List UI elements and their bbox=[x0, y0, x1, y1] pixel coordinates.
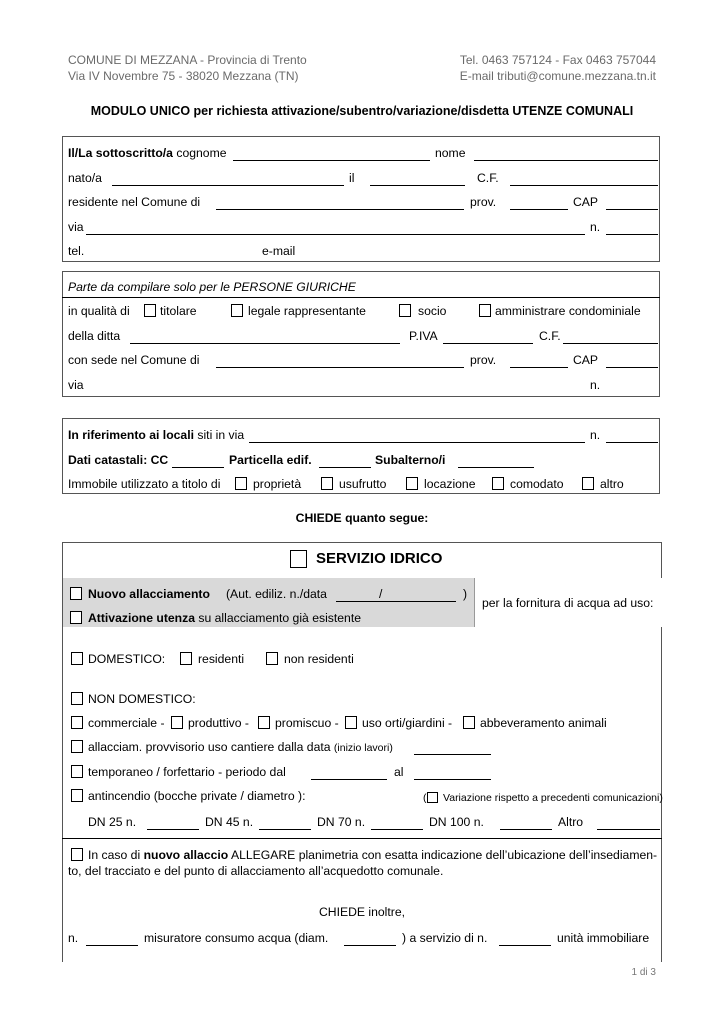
autorizzazione-close: ) bbox=[463, 587, 468, 601]
usufrutto-label: usufrutto bbox=[339, 477, 387, 491]
domestico-label: DOMESTICO: bbox=[88, 652, 166, 666]
ditta-cf-field[interactable] bbox=[563, 343, 658, 344]
particella-field[interactable] bbox=[319, 467, 371, 468]
amministratore-checkbox[interactable] bbox=[479, 304, 491, 317]
temporaneo-checkbox[interactable] bbox=[71, 765, 83, 778]
fornitura-label: per la fornitura di acqua ad uso: bbox=[482, 596, 654, 610]
legale-rappresentante-checkbox[interactable] bbox=[231, 304, 243, 317]
sede-field[interactable] bbox=[216, 367, 464, 368]
nome-field[interactable] bbox=[474, 160, 658, 161]
subalterno-field[interactable] bbox=[458, 467, 534, 468]
sede-cap-field[interactable] bbox=[606, 367, 658, 368]
il-label: il bbox=[349, 171, 355, 185]
nuovo-allacciamento-checkbox[interactable] bbox=[70, 587, 82, 600]
abbeveramento-label: abbeveramento animali bbox=[480, 716, 607, 730]
sede-prov-label: prov. bbox=[470, 353, 497, 367]
titolare-label: titolare bbox=[160, 304, 197, 318]
non-domestico-label: NON DOMESTICO: bbox=[88, 692, 196, 706]
cf-label: C.F. bbox=[477, 171, 499, 185]
dn25-label: DN 25 n. bbox=[88, 815, 137, 829]
legale-rappresentante-label: legale rappresentante bbox=[248, 304, 366, 318]
proprieta-label: proprietà bbox=[253, 477, 302, 491]
cantiere-checkbox[interactable] bbox=[71, 740, 83, 753]
socio-checkbox[interactable] bbox=[399, 304, 411, 317]
page-number: 1 di 3 bbox=[631, 967, 656, 978]
particella-label: Particella edif. bbox=[229, 453, 312, 467]
ditta-cf-label: C.F. bbox=[539, 329, 561, 343]
nome-label: nome bbox=[435, 146, 466, 160]
allegare-line2: to, del tracciato e del punto di allacciamento all’acquedotto comunale. bbox=[68, 864, 444, 878]
periodo-al-field[interactable] bbox=[414, 779, 491, 780]
periodo-al-label: al bbox=[394, 765, 404, 779]
titolo-label: Immobile utilizzato a titolo di bbox=[68, 477, 221, 491]
temporaneo-label: temporaneo / forfettario - periodo dal bbox=[88, 765, 286, 779]
email-label: e-mail bbox=[262, 244, 296, 258]
domestico-checkbox[interactable] bbox=[71, 652, 83, 665]
header-address: Via IV Novembre 75 - 38020 Mezzana (TN) bbox=[68, 69, 299, 83]
misuratore-n-field[interactable] bbox=[86, 945, 138, 946]
sede-cap-label: CAP bbox=[573, 353, 599, 367]
dn-altro-label: Altro bbox=[558, 815, 584, 829]
tel-label: tel. bbox=[68, 244, 85, 258]
allegare-line1: In caso di nuovo allaccio ALLEGARE planimetria con esatta indicazione dell’ubicazione dell’insediamen- bbox=[88, 848, 658, 862]
riferimento-label: In riferimento ai locali siti in via bbox=[68, 428, 245, 442]
proprieta-checkbox[interactable] bbox=[235, 477, 247, 490]
abbeveramento-checkbox[interactable] bbox=[463, 716, 475, 729]
variazione-checkbox[interactable] bbox=[427, 792, 438, 803]
misuratore-n-label: n. bbox=[68, 931, 79, 945]
ditta-label: della ditta bbox=[68, 329, 121, 343]
locali-via-field[interactable] bbox=[249, 442, 585, 443]
dn100-label: DN 100 n. bbox=[429, 815, 484, 829]
servizio-idrico-title: SERVIZIO IDRICO bbox=[316, 550, 443, 567]
heading-divider bbox=[62, 297, 660, 298]
cantiere-data-field[interactable] bbox=[414, 754, 491, 755]
via-field[interactable] bbox=[86, 234, 585, 235]
promiscuo-checkbox[interactable] bbox=[258, 716, 270, 729]
chiede-inoltre: CHIEDE inoltre, bbox=[318, 905, 405, 919]
altro-titolo-label: altro bbox=[600, 477, 624, 491]
residente-label: residente nel Comune di bbox=[68, 195, 201, 209]
piva-field[interactable] bbox=[443, 343, 533, 344]
residente-field[interactable] bbox=[216, 209, 464, 210]
cap-label: CAP bbox=[573, 195, 599, 209]
sede-label: con sede nel Comune di bbox=[68, 353, 200, 367]
socio-label: socio bbox=[418, 304, 447, 318]
uso-orti-checkbox[interactable] bbox=[345, 716, 357, 729]
commerciale-checkbox[interactable] bbox=[71, 716, 83, 729]
sede-via-label: via bbox=[68, 378, 84, 392]
nuovo-allacciamento-label: Nuovo allacciamento bbox=[88, 587, 210, 601]
residenti-label: residenti bbox=[198, 652, 245, 666]
unita-n-field[interactable] bbox=[499, 945, 551, 946]
produttivo-label: produttivo - bbox=[188, 716, 249, 730]
variazione-paren: ( bbox=[423, 792, 427, 804]
promiscuo-label: promiscuo - bbox=[275, 716, 339, 730]
locazione-label: locazione bbox=[424, 477, 476, 491]
sottoscritto-label: Il/La sottoscritto/a cognome bbox=[68, 146, 227, 160]
sede-prov-field[interactable] bbox=[510, 367, 568, 368]
misuratore-label: misuratore consumo acqua (diam. bbox=[144, 931, 329, 945]
residenti-checkbox[interactable] bbox=[180, 652, 192, 665]
cf-field[interactable] bbox=[510, 185, 658, 186]
section-divider bbox=[62, 838, 662, 839]
nuovo-allaccio-checkbox[interactable] bbox=[71, 848, 83, 861]
dn70-label: DN 70 n. bbox=[317, 815, 366, 829]
dn25-field[interactable] bbox=[147, 829, 199, 830]
usufrutto-checkbox[interactable] bbox=[321, 477, 333, 490]
non-residenti-checkbox[interactable] bbox=[266, 652, 278, 665]
uso-orti-label: uso orti/giardini - bbox=[362, 716, 453, 730]
antincendio-label: antincendio (bocche private / diametro ): bbox=[88, 789, 306, 803]
dn45-field[interactable] bbox=[259, 829, 311, 830]
header-email: E-mail tributi@comune.mezzana.tn.it bbox=[459, 69, 656, 83]
locazione-checkbox[interactable] bbox=[406, 477, 418, 490]
nato-label: nato/a bbox=[68, 171, 102, 185]
sede-numero-label: n. bbox=[590, 378, 601, 392]
header-municipality: COMUNE DI MEZZANA - Provincia di Trento bbox=[68, 53, 307, 67]
misuratore-diam-field[interactable] bbox=[344, 945, 396, 946]
numero-label: n. bbox=[590, 220, 601, 234]
via-label: via bbox=[68, 220, 84, 234]
titolare-checkbox[interactable] bbox=[144, 304, 156, 317]
dn45-label: DN 45 n. bbox=[205, 815, 254, 829]
variazione-label: Variazione rispetto a precedenti comunicazioni) bbox=[443, 792, 663, 804]
cognome-field[interactable] bbox=[233, 160, 430, 161]
comodato-label: comodato bbox=[510, 477, 564, 491]
legal-entity-heading: Parte da compilare solo per le PERSONE GIURICHE bbox=[68, 280, 356, 294]
unita-label: unità immobiliare bbox=[557, 931, 650, 945]
locali-numero-field[interactable] bbox=[606, 442, 658, 443]
piva-label: P.IVA bbox=[409, 329, 438, 343]
locali-numero-label: n. bbox=[590, 428, 601, 442]
servizio-idrico-checkbox[interactable] bbox=[290, 550, 307, 568]
cap-field[interactable] bbox=[606, 209, 658, 210]
non-residenti-label: non residenti bbox=[284, 652, 354, 666]
nato-field[interactable] bbox=[112, 185, 344, 186]
cantiere-label: allacciam. provvisorio uso cantiere dalla data (inizio lavori) bbox=[88, 740, 393, 754]
servizio-label: ) a servizio di n. bbox=[402, 931, 488, 945]
produttivo-checkbox[interactable] bbox=[171, 716, 183, 729]
chiede-heading: CHIEDE quanto segue: bbox=[295, 511, 429, 525]
autorizzazione-label: (Aut. ediliz. n./data bbox=[226, 587, 327, 601]
amministratore-label: amministrare condominiale bbox=[495, 304, 641, 318]
prov-label: prov. bbox=[470, 195, 497, 209]
autorizzazione-slash: / bbox=[379, 587, 383, 601]
altro-titolo-checkbox[interactable] bbox=[582, 477, 594, 490]
document-title: MODULO UNICO per richiesta attivazione/subentro/variazione/disdetta UTENZE COMUNALI bbox=[90, 104, 634, 118]
dn70-field[interactable] bbox=[371, 829, 423, 830]
qualita-label: in qualità di bbox=[68, 304, 130, 318]
subalterno-label: Subalterno/i bbox=[375, 453, 446, 467]
numero-field[interactable] bbox=[606, 234, 658, 235]
cc-field[interactable] bbox=[172, 467, 224, 468]
antincendio-checkbox[interactable] bbox=[71, 789, 83, 802]
non-domestico-checkbox[interactable] bbox=[71, 692, 83, 705]
comodato-checkbox[interactable] bbox=[492, 477, 504, 490]
autorizzazione-field[interactable] bbox=[336, 601, 456, 602]
periodo-dal-field[interactable] bbox=[311, 779, 387, 780]
dn100-field[interactable] bbox=[500, 829, 552, 830]
attivazione-utenza-checkbox[interactable] bbox=[70, 611, 82, 624]
catastali-label: Dati catastali: CC bbox=[68, 453, 169, 467]
commerciale-label: commerciale - bbox=[88, 716, 165, 730]
prov-field[interactable] bbox=[510, 209, 568, 210]
attivazione-utenza-label: Attivazione utenza su allacciamento già esistente bbox=[88, 611, 361, 625]
data-nascita-field[interactable] bbox=[370, 185, 465, 186]
header-phone: Tel. 0463 757124 - Fax 0463 757044 bbox=[459, 53, 656, 67]
ditta-field[interactable] bbox=[130, 343, 400, 344]
dn-altro-field[interactable] bbox=[597, 829, 660, 830]
